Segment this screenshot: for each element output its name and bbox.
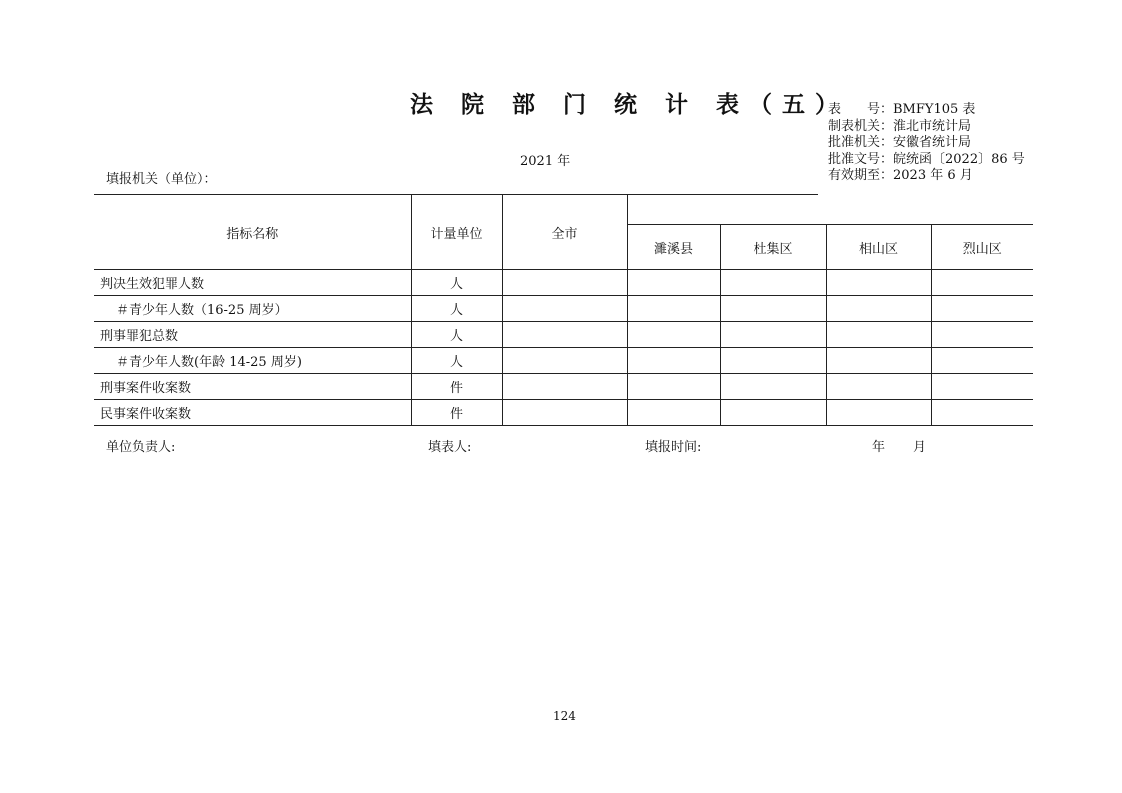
data-cell[interactable] [627, 348, 720, 374]
data-cell[interactable] [627, 400, 720, 426]
form-issuer: 制表机关：淮北市统计局 [828, 118, 972, 134]
page-number: 124 [553, 709, 576, 723]
data-cell[interactable] [931, 322, 1033, 348]
header-district: 杜集区 [720, 225, 826, 270]
data-cell[interactable] [720, 348, 826, 374]
data-cell[interactable] [502, 348, 627, 374]
data-cell[interactable] [826, 296, 931, 322]
data-cell[interactable] [931, 400, 1033, 426]
data-cell[interactable] [502, 400, 627, 426]
header-district: 相山区 [826, 225, 931, 270]
data-cell[interactable] [627, 270, 720, 296]
table-row [94, 270, 1033, 296]
header-district: 烈山区 [931, 225, 1033, 270]
data-cell[interactable] [502, 374, 627, 400]
row-label: ＃青少年人数(年龄 14-25 周岁) [94, 348, 411, 374]
fill-time-label: 填报时间: [645, 440, 702, 455]
data-cell[interactable] [627, 322, 720, 348]
header-district-group [627, 195, 1033, 225]
row-unit: 人 [411, 270, 502, 296]
data-cell[interactable] [826, 270, 931, 296]
data-cell[interactable] [931, 348, 1033, 374]
valid-until: 有效期至：2023 年 6 月 [828, 168, 973, 183]
data-cell[interactable] [720, 270, 826, 296]
header-city: 全市 [502, 195, 627, 270]
row-label: 刑事案件收案数 [94, 374, 411, 400]
table-row [94, 374, 1033, 400]
data-cell[interactable] [720, 374, 826, 400]
form-meta [828, 102, 1025, 185]
page-title: 法 院 部 门 统 计 表（五） [410, 91, 849, 118]
table-row [94, 400, 1033, 426]
data-cell[interactable] [826, 348, 931, 374]
statistics-table [94, 195, 1033, 426]
data-cell[interactable] [720, 400, 826, 426]
header-indicator-name: 指标名称 [94, 195, 411, 270]
data-cell[interactable] [931, 374, 1033, 400]
row-unit: 人 [411, 296, 502, 322]
table-row [94, 348, 1033, 374]
data-cell[interactable] [826, 400, 931, 426]
row-unit: 人 [411, 348, 502, 374]
data-cell[interactable] [826, 374, 931, 400]
data-cell[interactable] [502, 322, 627, 348]
table-row [94, 322, 1033, 348]
approval-document: 批准文号：皖统函〔2022〕86 号 [828, 151, 1025, 167]
row-label: 民事案件收案数 [94, 400, 411, 426]
row-label: ＃青少年人数（16-25 周岁） [94, 296, 411, 322]
data-cell[interactable] [720, 322, 826, 348]
report-year: 2021 年 [520, 154, 571, 169]
row-label: 刑事罪犯总数 [94, 322, 411, 348]
form-number: 表 号：BMFY105 表 [828, 102, 976, 117]
data-cell[interactable] [720, 296, 826, 322]
month-label: 月 [913, 440, 927, 455]
row-unit: 件 [411, 400, 502, 426]
data-cell[interactable] [931, 296, 1033, 322]
year-label: 年 [872, 440, 886, 455]
data-cell[interactable] [502, 296, 627, 322]
responsible-person-label: 单位负责人: [106, 440, 176, 455]
data-cell[interactable] [502, 270, 627, 296]
header-unit: 计量单位 [411, 195, 502, 270]
data-cell[interactable] [627, 296, 720, 322]
filler-label: 填表人: [428, 440, 472, 455]
header-district: 濉溪县 [627, 225, 720, 270]
row-unit: 人 [411, 322, 502, 348]
row-label: 判决生效犯罪人数 [94, 270, 411, 296]
data-cell[interactable] [627, 374, 720, 400]
approval-authority: 批准机关：安徽省统计局 [828, 135, 972, 150]
reporting-org-label: 填报机关（单位）： [106, 172, 217, 187]
row-unit: 件 [411, 374, 502, 400]
data-cell[interactable] [931, 270, 1033, 296]
data-cell[interactable] [826, 322, 931, 348]
table-row [94, 296, 1033, 322]
